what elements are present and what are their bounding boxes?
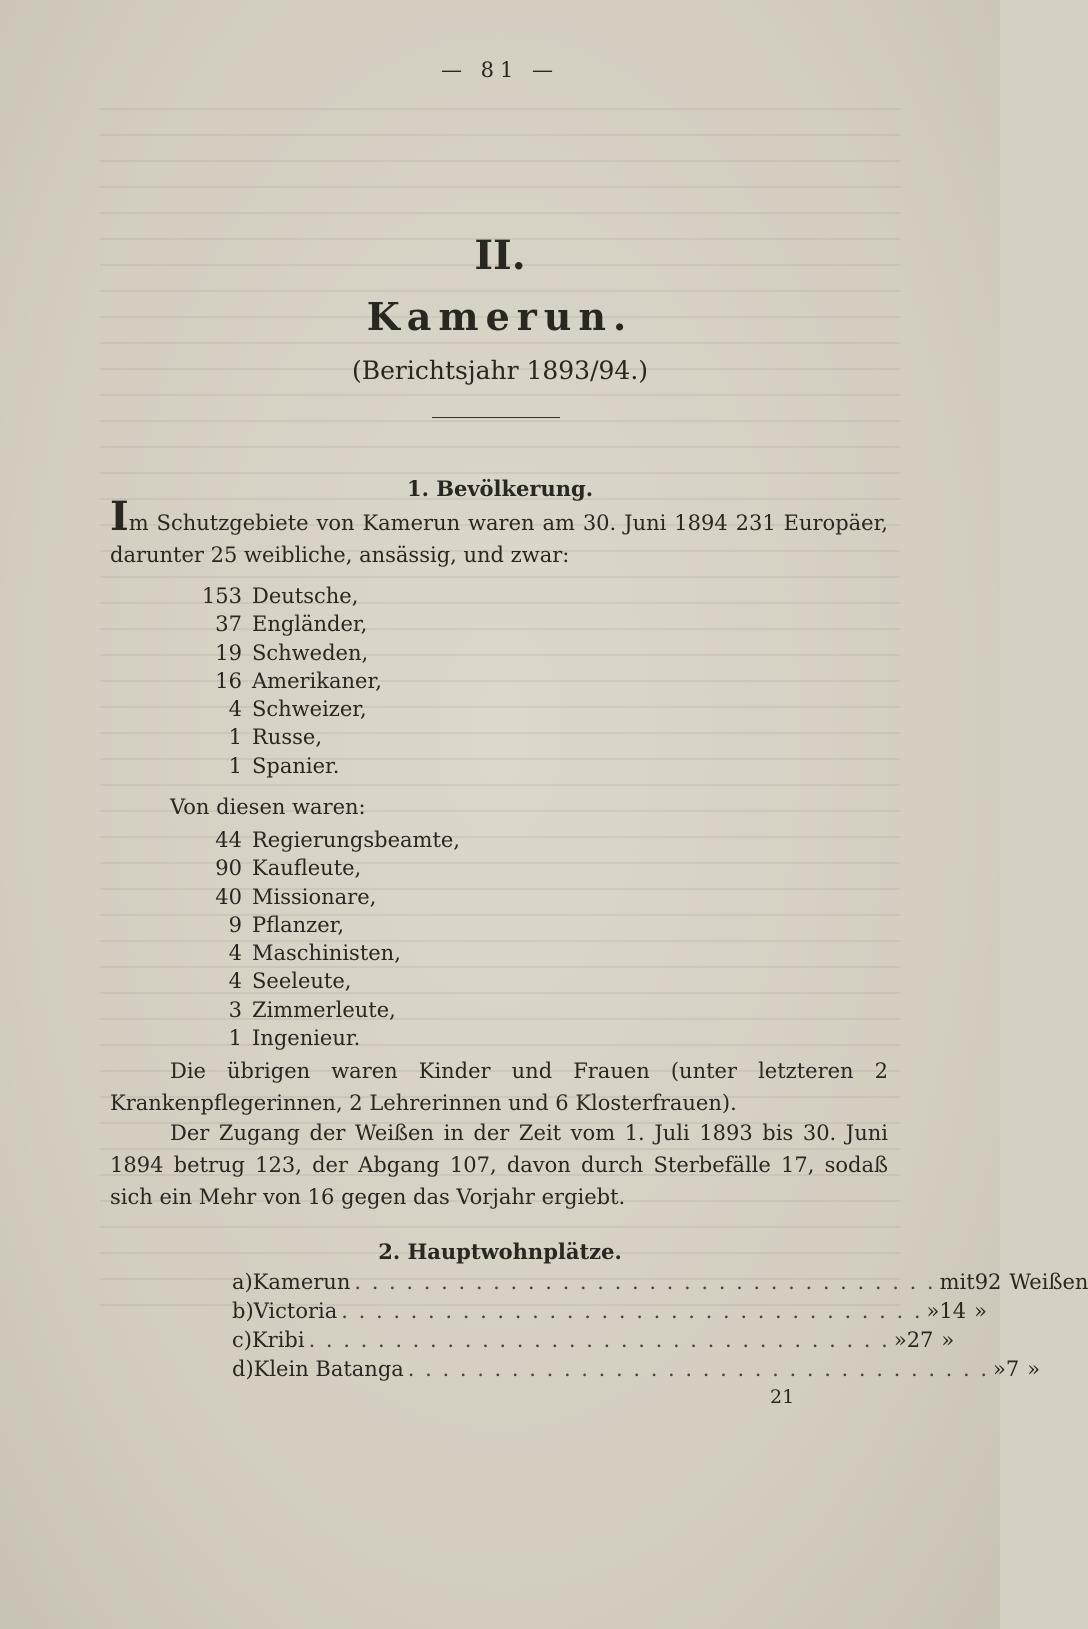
item-count: 1: [228, 725, 242, 750]
item-label: Schweizer,: [252, 697, 367, 722]
settlement-name: Victoria: [253, 1299, 338, 1323]
settlement-count: 14: [939, 1299, 967, 1323]
item-count: 1: [228, 753, 242, 778]
item-label: Schweden,: [252, 640, 369, 665]
item-label: Engländer,: [252, 612, 368, 637]
remaining-paragraph: [110, 1055, 888, 1119]
settlement-prefix: mit: [939, 1270, 975, 1294]
leader-dots: . . . . . . . . . . . . . . . . . . . . . . . . . . . . . . . . . .: [354, 1270, 936, 1294]
occupation-list: [196, 826, 596, 1052]
list-item: [196, 723, 596, 751]
item-label: Kaufleute,: [252, 856, 362, 881]
item-label: Ingenieur.: [252, 1026, 361, 1051]
item-label: Missionare,: [252, 884, 377, 909]
leader-dots: . . . . . . . . . . . . . . . . . . . . . . . . . . . . . . . . . .: [407, 1357, 990, 1381]
movement-text: Der Zugang der Weißen in der Zeit vom 1. Juli 1893 bis 30. Juni 1894 betrug 123, der Abgang 107, davon durch Sterbefälle 17, sodaß sich ein Mehr von 16 gegen das Vorjahr ergiebt.: [110, 1121, 888, 1209]
item-label: Pflanzer,: [252, 912, 345, 937]
list-item: [196, 1024, 596, 1052]
item-label: Amerikaner,: [252, 668, 382, 693]
intro-text: m Schutzgebiete von Kamerun waren am 30. Juni 1894 231 Europäer, darunter 25 weibliche, ansässig, und zwar:: [110, 511, 888, 567]
item-count: 19: [215, 640, 242, 665]
settlement-unit: »: [974, 1299, 987, 1323]
chapter-subtitle: (Berichtsjahr 1893/94.): [351, 356, 649, 385]
settlement-unit: Weißen: [1009, 1270, 1088, 1294]
settlement-name: Kamerun: [252, 1270, 351, 1294]
item-label: Maschinisten,: [252, 941, 401, 966]
item-count: 153: [201, 584, 242, 608]
item-count: 4: [228, 969, 242, 994]
item-label: Russe,: [252, 725, 322, 750]
occupations-intro: Von diesen waren:: [170, 795, 366, 819]
settlement-row: [232, 1328, 955, 1357]
item-label: Seeleute,: [252, 969, 352, 994]
section-heading-population: 1. Bevölkerung.: [406, 476, 594, 501]
item-label: Deutsche,: [252, 584, 359, 608]
list-item: [196, 911, 596, 939]
item-count: 37: [215, 612, 242, 637]
settlement-name: Klein Batanga: [253, 1357, 404, 1381]
settlement-name: Kribi: [251, 1328, 305, 1352]
chapter-title: Kamerun.: [366, 294, 634, 339]
list-item: [196, 752, 596, 780]
item-count: 4: [228, 697, 242, 722]
settlement-letter: a): [232, 1270, 253, 1294]
list-item: [196, 582, 596, 610]
list-item: [196, 826, 596, 854]
list-item: [196, 967, 596, 995]
item-label: Regierungsbeamte,: [252, 828, 460, 852]
settlement-prefix: »: [893, 1328, 907, 1352]
list-item: [196, 939, 596, 967]
title-divider: [432, 417, 560, 418]
item-count: 16: [215, 668, 242, 693]
list-item: [196, 667, 596, 695]
item-count: 40: [215, 884, 242, 909]
leader-dots: . . . . . . . . . . . . . . . . . . . . . . . . . . . . . . . . . .: [341, 1299, 923, 1323]
settlement-letter: b): [232, 1299, 254, 1323]
item-count: 90: [215, 856, 242, 881]
list-item: [196, 854, 596, 882]
list-item: [196, 996, 596, 1024]
settlement-count: 7: [1005, 1357, 1020, 1381]
section-heading-settlements: 2. Hauptwohnplätze.: [378, 1239, 622, 1264]
leader-dots: . . . . . . . . . . . . . . . . . . . . . . . . . . . . . . . . . .: [308, 1328, 890, 1352]
remaining-text: Die übrigen waren Kinder und Frauen (unter letzteren 2 Krankenpflegerinnen, 2 Lehrerinnen und 6 Klosterfrauen).: [110, 1059, 888, 1115]
settlement-prefix: »: [926, 1299, 940, 1323]
item-count: 3: [228, 997, 242, 1022]
list-item: [196, 695, 596, 723]
item-count: 44: [215, 828, 242, 852]
item-count: 9: [228, 912, 242, 937]
item-label: Spanier.: [252, 753, 340, 778]
settlement-unit: »: [1027, 1357, 1041, 1381]
list-item: [196, 610, 596, 638]
chapter-numeral: II.: [474, 232, 526, 279]
list-item: [196, 883, 596, 911]
nationality-list: [196, 582, 596, 780]
item-label: Zimmerleute,: [252, 997, 396, 1022]
settlement-prefix: »: [993, 1357, 1006, 1381]
settlement-count: 27: [906, 1328, 934, 1352]
settlement-letter: c): [232, 1328, 252, 1352]
drop-initial: I: [110, 493, 129, 540]
settlement-letter: d): [232, 1357, 254, 1381]
list-item: [196, 639, 596, 667]
settlement-count: 92: [974, 1270, 1002, 1294]
settlement-row: [232, 1299, 987, 1328]
population-intro-paragraph: [110, 493, 888, 571]
signature-mark: 21: [770, 1386, 795, 1408]
page-header: — 81 —: [440, 58, 560, 82]
item-count: 1: [228, 1026, 242, 1051]
item-count: 4: [228, 941, 242, 966]
settlement-unit: »: [941, 1328, 955, 1352]
settlement-row: [232, 1357, 1041, 1386]
settlement-list: [232, 1270, 1088, 1386]
settlement-row: [232, 1270, 1088, 1299]
movement-paragraph: [110, 1117, 888, 1213]
